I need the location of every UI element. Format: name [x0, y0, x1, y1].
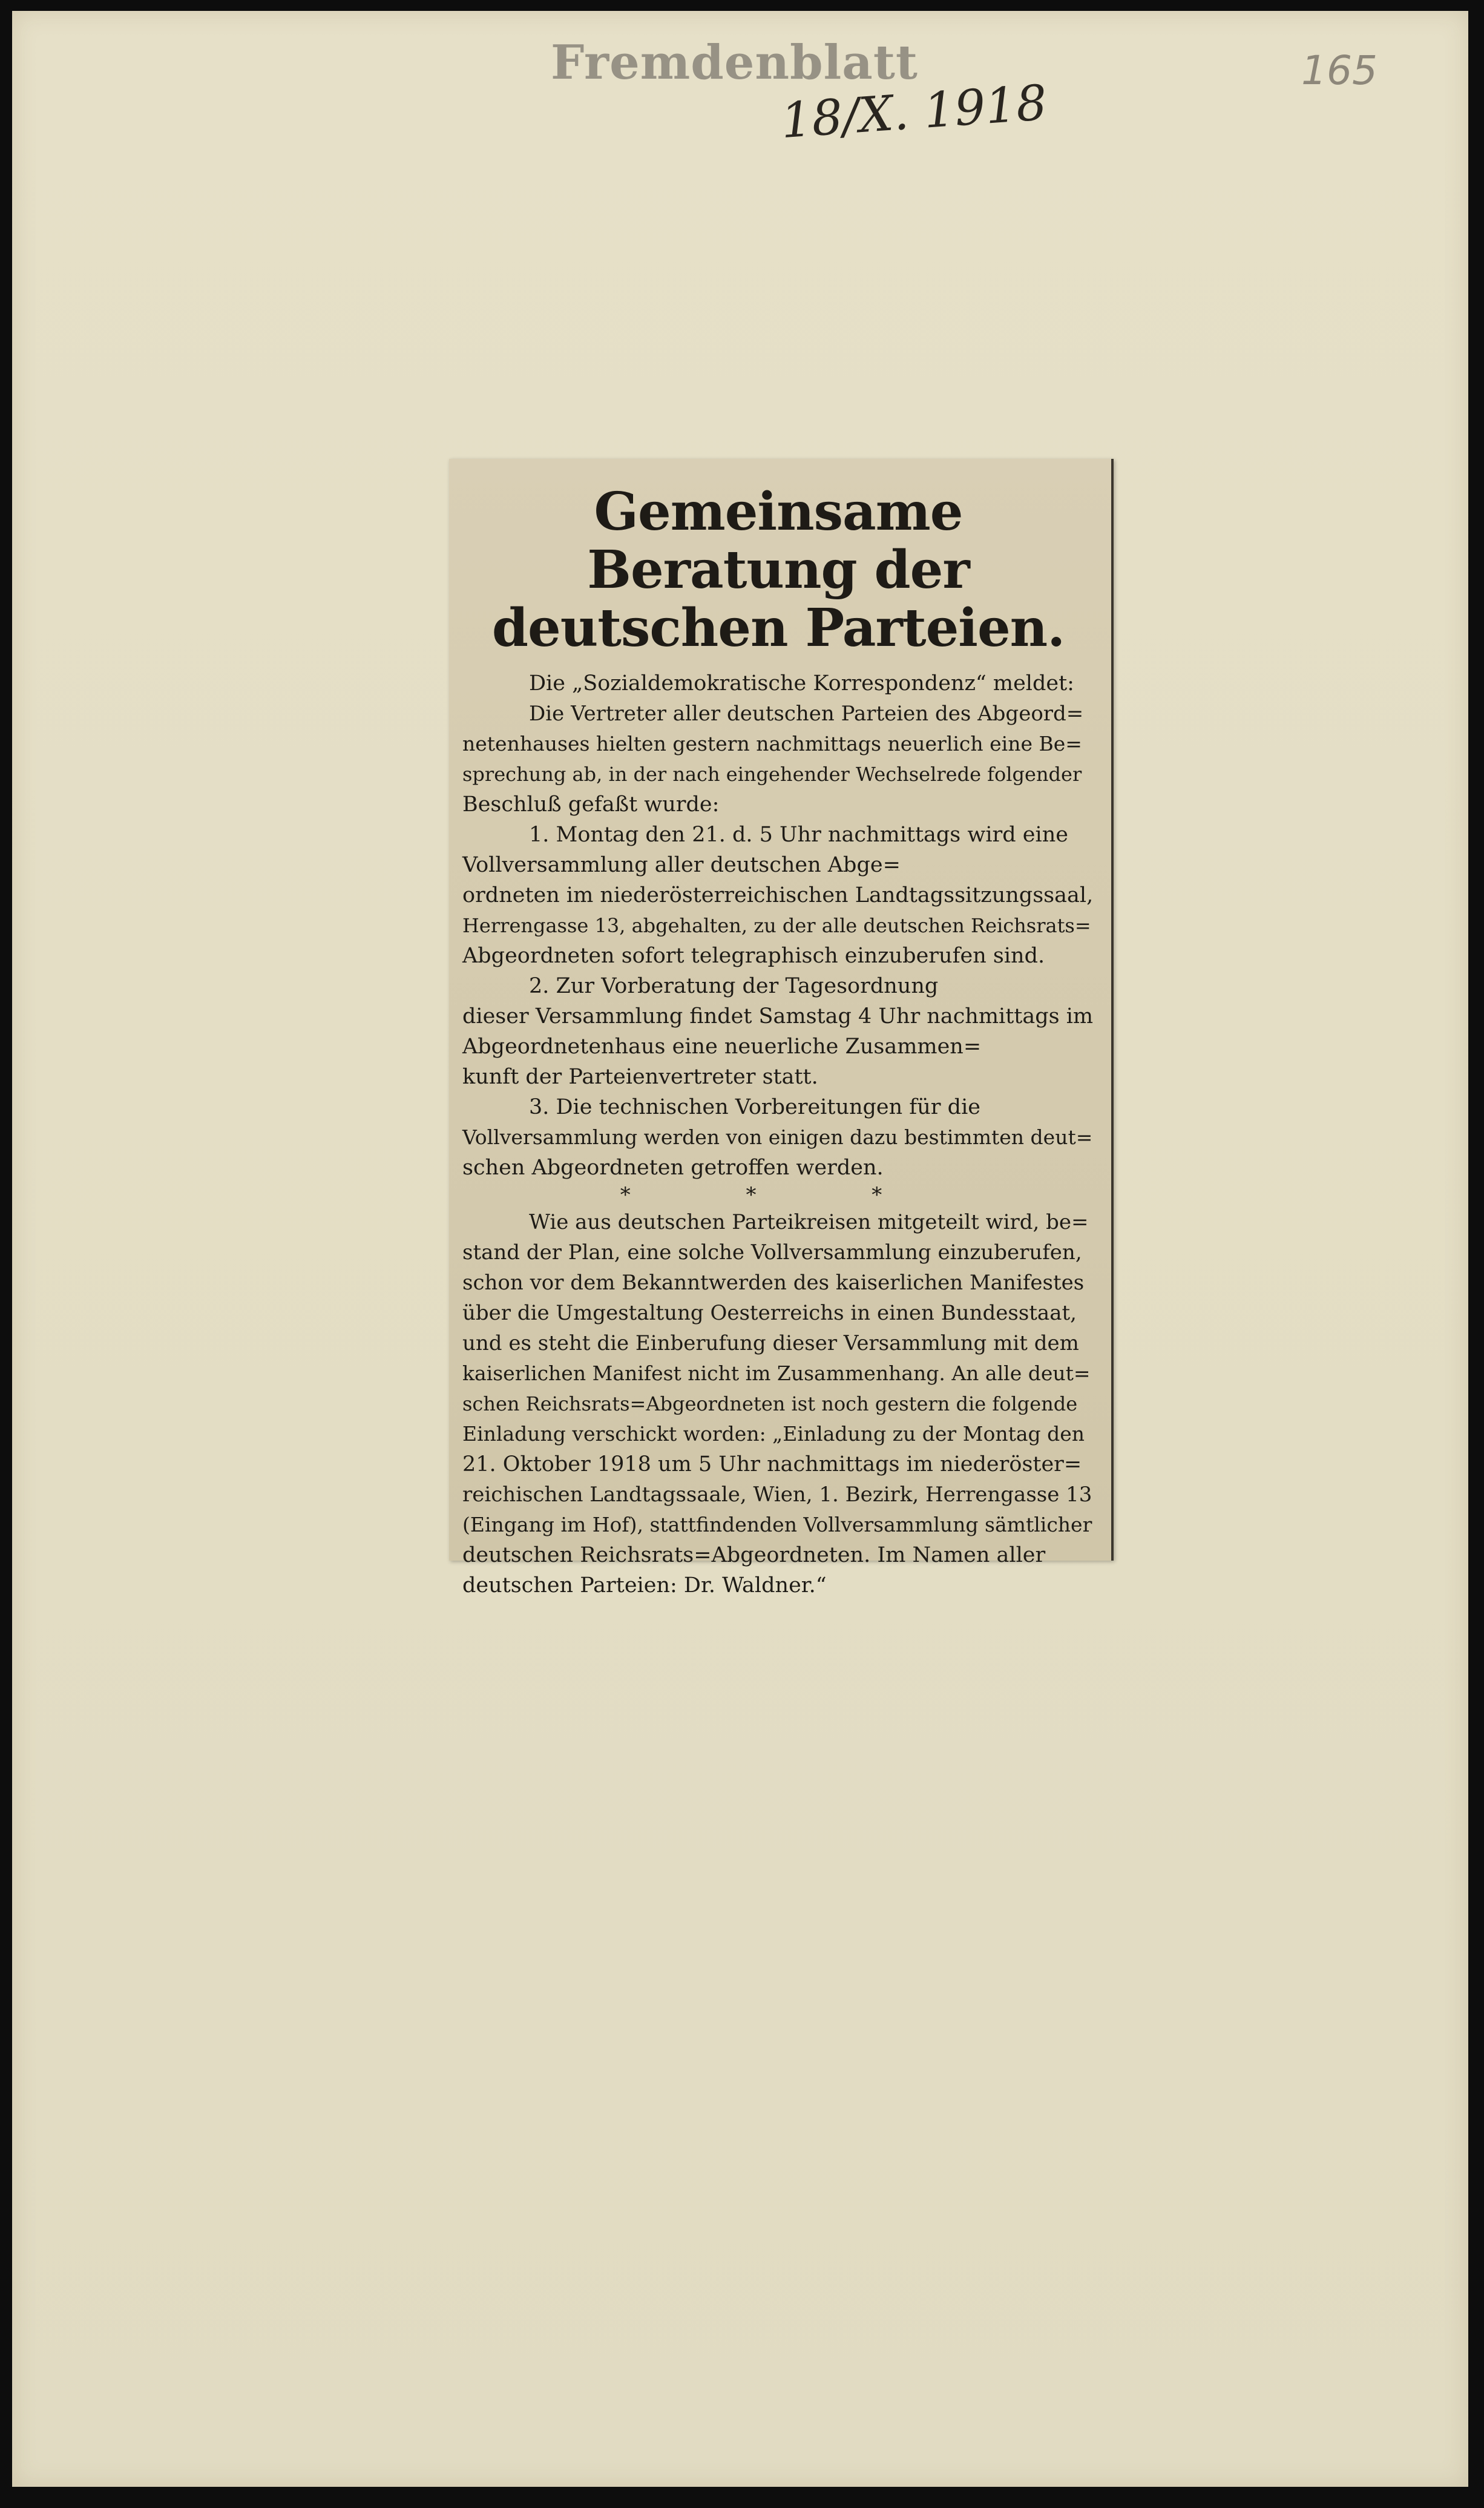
article-line: Herrengasse 13, abgehalten, zu der alle deutschen Reichsrats= — [462, 914, 1091, 937]
article-line: Wie aus deutschen Parteikreisen mitgeteilt wird, be= — [529, 1210, 1089, 1234]
article-line: dieser Versammlung findet Samstag 4 Uhr nachmittags im — [462, 1004, 1094, 1029]
article-body-part-1 — [462, 668, 1094, 1183]
article-line: Einladung verschickt worden: „Einladung zu der Montag den — [462, 1422, 1085, 1446]
article-title-line-2: deutschen Parteien. — [491, 597, 1065, 659]
article-line: 3. Die technischen Vorbereitungen für die — [529, 1095, 980, 1119]
article-title-line-1: Gemeinsame Beratung der — [587, 481, 970, 601]
article-line: ordneten im niederösterreichischen Landtagssitzungssaal, — [462, 883, 1094, 907]
article-line: schon vor dem Bekanntwerden des kaiserlichen Manifestes — [462, 1271, 1085, 1295]
article-line: Abgeordnetenhaus eine neuerliche Zusammen= — [462, 1035, 982, 1059]
article-line: 2. Zur Vorberatung der Tagesordnung — [529, 974, 939, 998]
article-title — [462, 483, 1094, 657]
article-line: reichischen Landtagssaale, Wien, 1. Bezirk, Herrengasse 13 — [462, 1483, 1092, 1507]
article-line: Vollversammlung aller deutschen Abge= — [462, 853, 901, 877]
article-body-part-2 — [462, 1207, 1094, 1601]
article-line: kunft der Parteienvertreter statt. — [462, 1065, 818, 1089]
newspaper-clipping — [449, 459, 1114, 1598]
article-line: schen Abgeordneten getroffen werden. — [462, 1156, 884, 1180]
article-line: Die Vertreter aller deutschen Parteien des Abgeord= — [529, 702, 1084, 726]
section-separator: * * * — [620, 1183, 937, 1207]
article-line: Die „Sozialdemokratische Korrespondenz“ meldet: — [529, 671, 1074, 696]
article-line: schen Reichsrats=Abgeordneten ist noch gestern die folgende — [462, 1392, 1078, 1415]
newspaper-stamp: Fremdenblatt — [551, 35, 918, 90]
article-line: über die Umgestaltung Oesterreichs in einen Bundesstaat, — [462, 1301, 1077, 1325]
folio-number: 165 — [1301, 47, 1377, 94]
article-line: sprechung ab, in der nach eingehender Wechselrede folgender — [462, 763, 1082, 786]
article-line: netenhauses hielten gestern nachmittags neuerlich eine Be= — [462, 732, 1082, 755]
article-line: (Eingang im Hof), stattfindenden Vollversammlung sämtlicher — [462, 1513, 1092, 1536]
article-line: 1. Montag den 21. d. 5 Uhr nachmittags wird eine — [529, 823, 1068, 847]
article-line: deutschen Reichsrats=Abgeordneten. Im Namen aller — [462, 1543, 1046, 1567]
article-line: und es steht die Einberufung dieser Versammlung mit dem — [462, 1331, 1079, 1355]
article-line: Beschluß gefaßt wurde: — [462, 792, 720, 817]
handwritten-date: 18/X. 1918 — [779, 74, 1049, 150]
article-line: Abgeordneten sofort telegraphisch einzuberufen sind. — [462, 944, 1045, 968]
article-line: 21. Oktober 1918 um 5 Uhr nachmittags im niederöster= — [462, 1452, 1082, 1476]
article-line: Vollversammlung werden von einigen dazu bestimmten deut= — [462, 1125, 1093, 1149]
article-line: kaiserlichen Manifest nicht im Zusammenhang. An alle deut= — [462, 1361, 1091, 1385]
article-line: stand der Plan, eine solche Vollversammlung einzuberufen, — [462, 1240, 1082, 1265]
article-line: deutschen Parteien: Dr. Waldner.“ — [462, 1573, 827, 1598]
